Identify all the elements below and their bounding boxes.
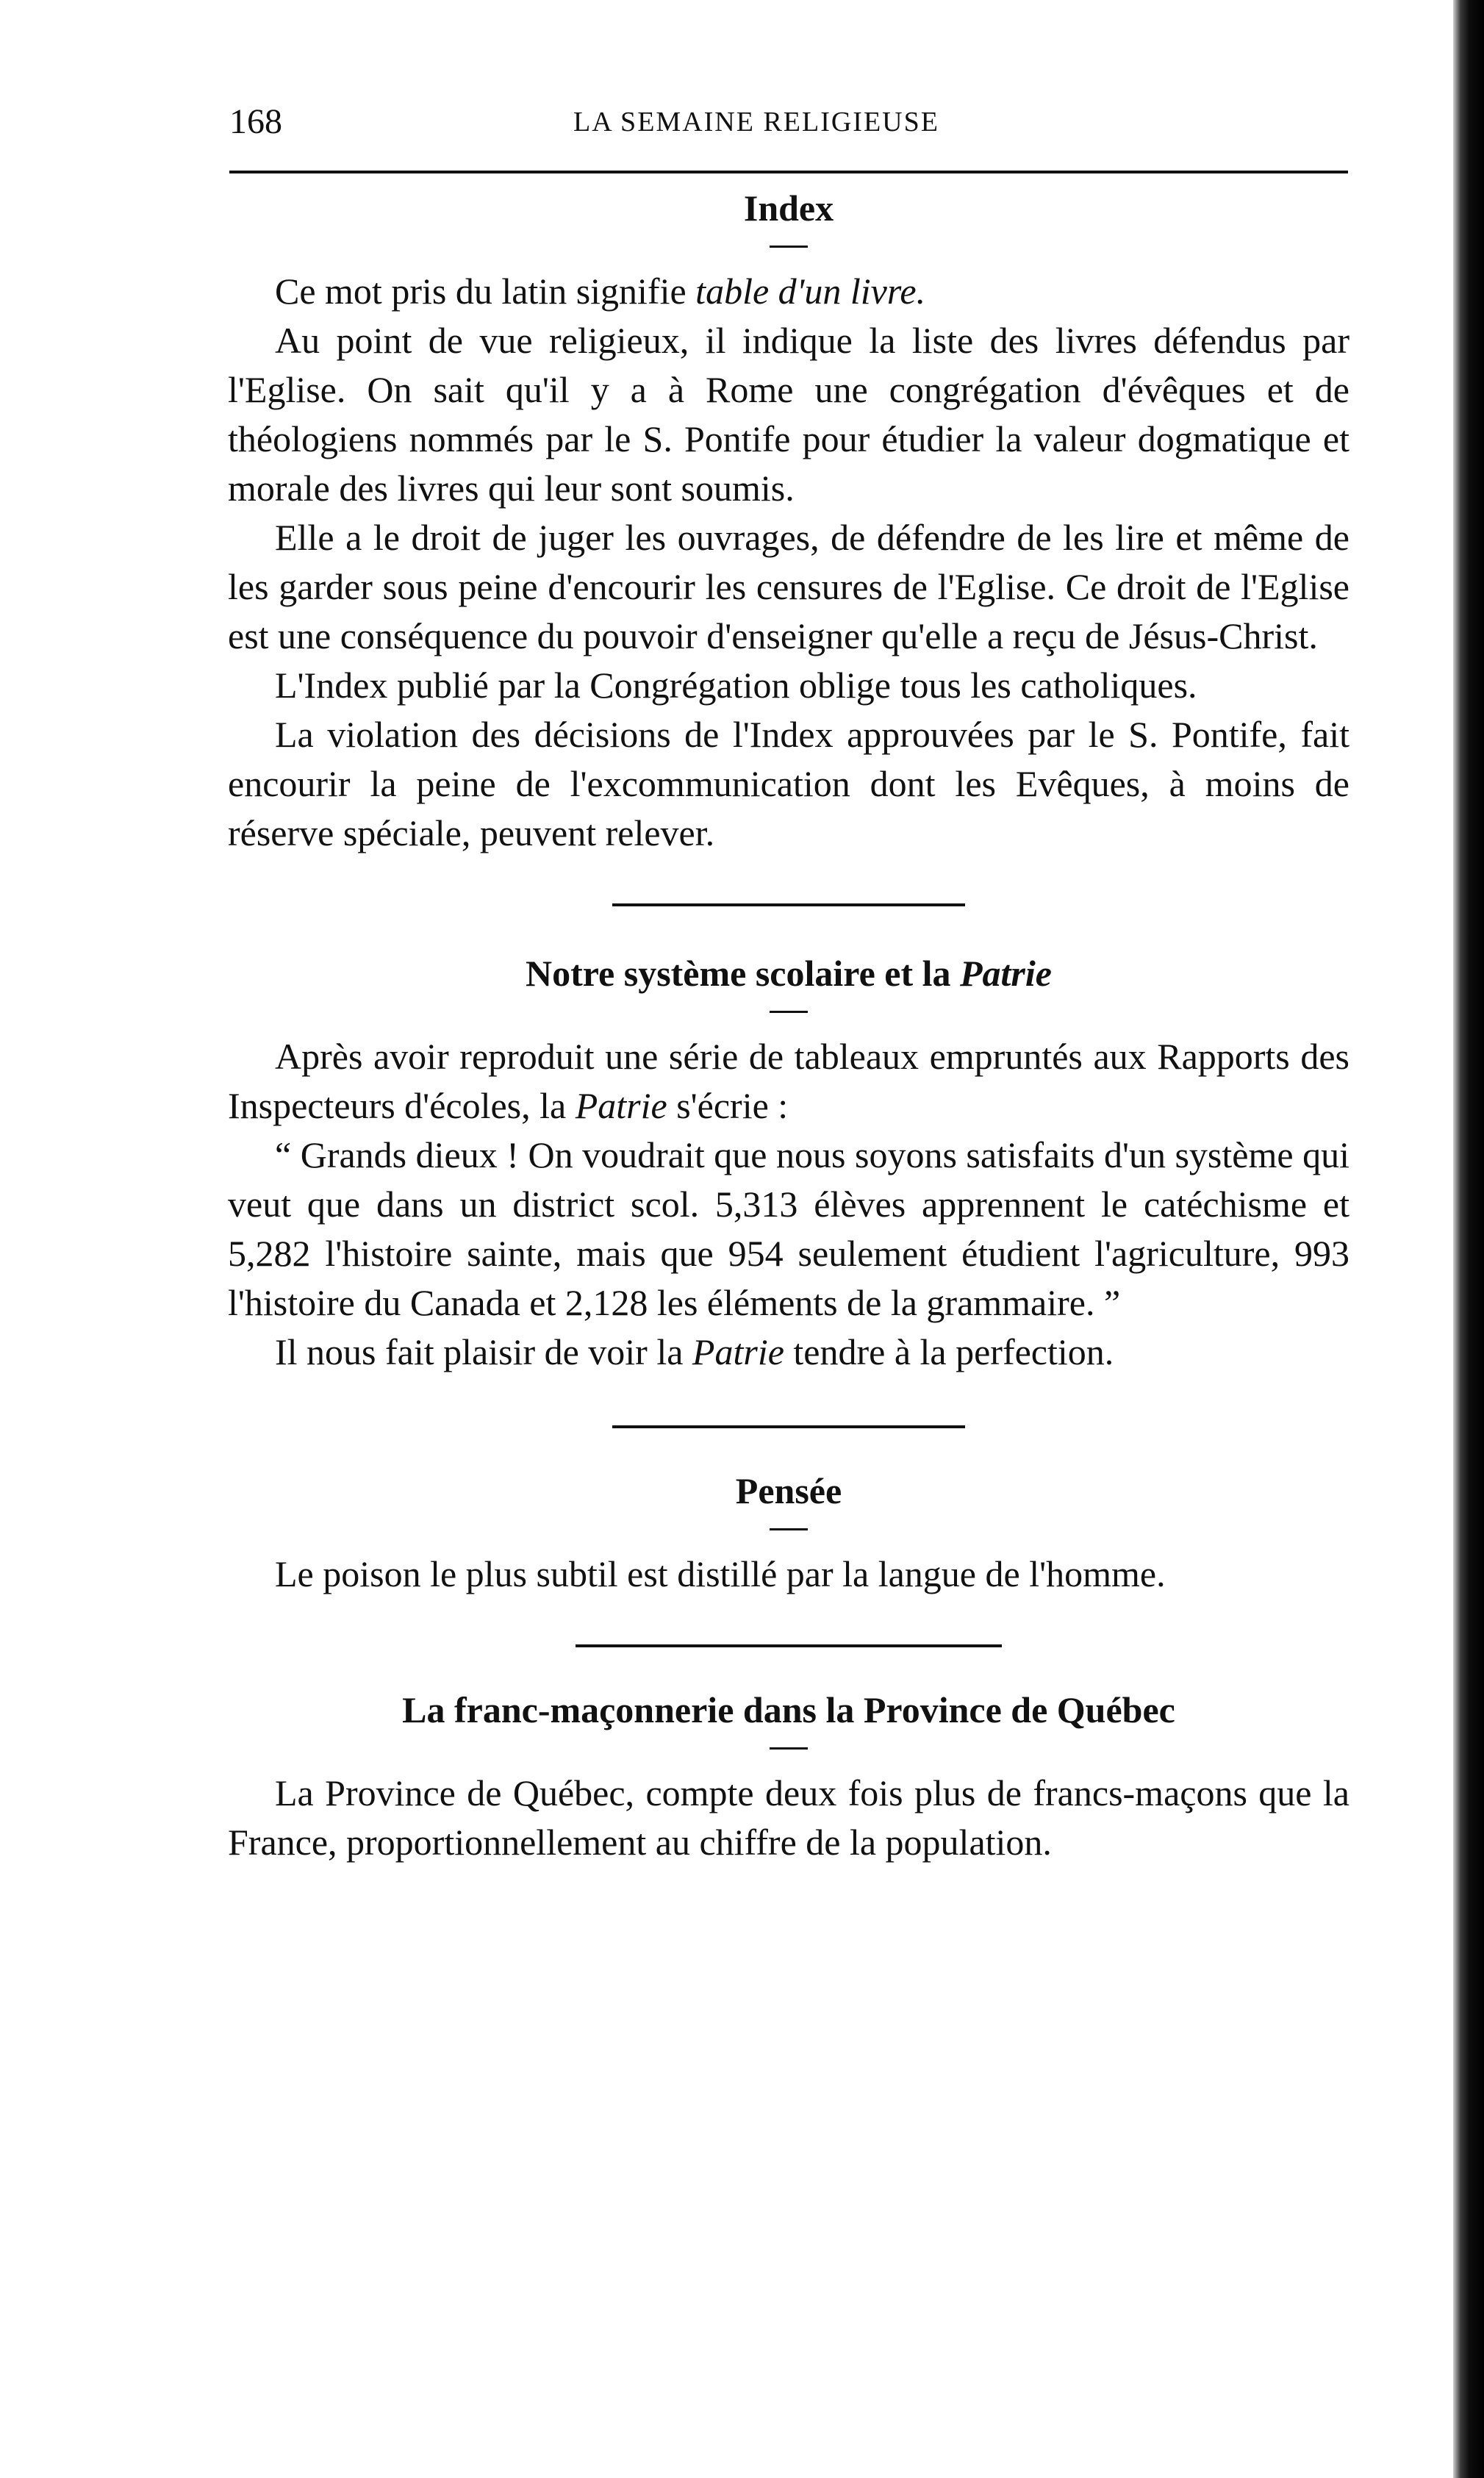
section-franc-maconnerie [228, 1686, 1349, 1867]
section-divider [576, 1644, 1002, 1647]
paragraph-quote: “ Grands dieux ! On voudrait que nous soyons satisfaits d'un système qui veut que dans un district scol. 5,313 élèves apprennent le catéchisme et 5,282 l'histoire sainte, mais que 954 seulement étudient l'agriculture, 993 l'histoire du Canada et 2,128 les éléments de la grammaire. ” [228, 1134, 1349, 1323]
paragraph: L'Index publié par la Congrégation oblige tous les catholiques. [275, 665, 1197, 706]
page-header [221, 101, 1352, 146]
page-number: 168 [229, 102, 282, 141]
section-index [228, 184, 1349, 858]
title-dash [770, 1528, 808, 1530]
title-dash [770, 246, 808, 248]
title-dash [770, 1011, 808, 1013]
paragraph: La Province de Québec, compte deux fois plus de francs-maçons que la France, proportionnellement au chiffre de la population. [228, 1772, 1349, 1863]
section-title-pensee: Pensée [735, 1470, 842, 1511]
section-divider [612, 903, 965, 906]
section-title-index: Index [743, 187, 834, 229]
section-title-systeme-scolaire: Notre système scolaire et la Patrie [526, 953, 1052, 994]
binding-edge [1453, 0, 1484, 2478]
section-systeme-scolaire [228, 949, 1349, 1377]
title-dash [770, 1747, 808, 1750]
section-divider [612, 1425, 965, 1428]
paragraph: Au point de vue religieux, il indique la liste des livres défendus par l'Eglise. On sait qu'il y a à Rome une congrégation d'évêques et de théologiens nommés par le S. Pontife pour étudier la valeur dogmatique et morale des livres qui leur sont soumis. [228, 320, 1349, 509]
paragraph: Elle a le droit de juger les ouvrages, de défendre de les lire et même de les garder sous peine d'encourir les censures de l'Eglise. Ce droit de l'Eglise est une conséquence du pouvoir d'enseigner qu'elle a reçu de Jésus-Christ. [228, 517, 1349, 656]
paragraph: Le poison le plus subtil est distillé par la langue de l'homme. [275, 1553, 1166, 1594]
paragraph: Après avoir reproduit une série de tableaux empruntés aux Rapports des Inspecteurs d'écoles, la Patrie s'écrie : [228, 1036, 1349, 1126]
paragraph: La violation des décisions de l'Index approuvées par le S. Pontife, fait encourir la peine de l'excommunication dont les Evêques, à moins de réserve spéciale, peuvent relever. [228, 714, 1349, 853]
paragraph: Il nous fait plaisir de voir la Patrie tendre à la perfection. [275, 1331, 1114, 1372]
page-content [228, 184, 1349, 1867]
running-title: LA SEMAINE RELIGIEUSE [573, 107, 939, 137]
paragraph: Ce mot pris du latin signifie table d'un livre. [275, 271, 926, 312]
header-rule [229, 171, 1348, 173]
section-pensee [228, 1467, 1349, 1599]
section-title-franc-maconnerie: La franc-maçonnerie dans la Province de Québec [402, 1689, 1175, 1730]
